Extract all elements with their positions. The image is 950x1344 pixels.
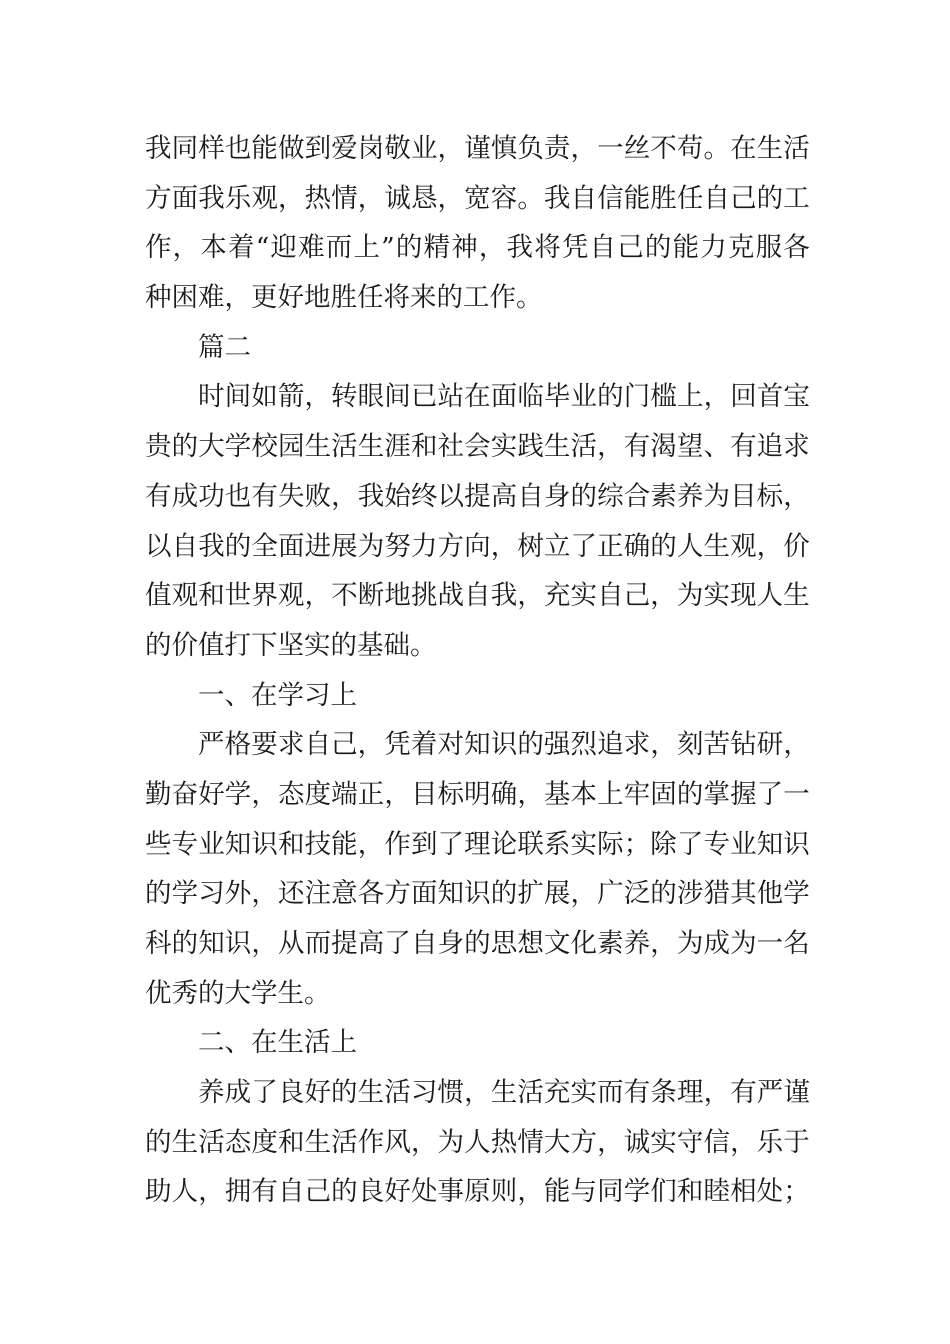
text-line: 科 的 知 识 ， 从 而 提 高 了 自 身 的 思 想 文 化 素 养 ， 为 成 为 一 名 <box>145 928 810 959</box>
text-line: 的 学 习 外 ， 还 注 意 各 方 面 知 识 的 扩 展 ， 广 泛 的 涉 猎 其 他 学 <box>145 878 810 910</box>
text-line: 作 ， 本 着 “ 迎 难 而 上 ” 的 精 神 ， 我 将 凭 自 己 的 能 力 克 服 各 <box>145 232 810 264</box>
text-line: 方 面 我 乐 观 ， 热 情 ， 诚 恳 ， 宽 容 。 我 自 信 能 胜 任 自 己 的 工 <box>145 182 810 214</box>
text-line: 养 成 了 良 好 的 生 活 习 惯 ， 生 活 充 实 而 有 条 理 ， 有 严 谨 <box>198 1077 810 1109</box>
text-line: 优秀的大学生。 <box>145 977 331 1009</box>
text-line: 我 同 样 也 能 做 到 爱 岗 敬 业 ， 谨 慎 负 责 ， 一 丝 不 苟 。 在 生 活 <box>145 133 810 164</box>
text-line: 值 观 和 世 界 观 ， 不 断 地 挑 战 自 我 ， 充 实 自 己 ， 为 实 现 人 生 <box>145 580 810 612</box>
text-line: 种困难，更好地胜任将来的工作。 <box>145 282 543 314</box>
text-line: 有 成 功 也 有 失 败 ， 我 始 终 以 提 高 自 身 的 综 合 素 养 为 目 标 ， <box>145 480 810 512</box>
text-line: 贵 的 大 学 校 园 生 活 生 涯 和 社 会 实 践 生 活 ， 有 渴 望 、 有 追 求 <box>145 431 810 463</box>
text-line: 时 间 如 箭 ， 转 眼 间 已 站 在 面 临 毕 业 的 门 槛 上 ， 回 首 宝 <box>198 381 810 413</box>
section-heading: 篇二 <box>198 331 251 363</box>
document-body <box>145 124 810 1217</box>
text-line: 助 人 ， 拥 有 自 己 的 良 好 处 事 原 则 ， 能 与 同 学 们 和 睦 相 处 ； <box>145 1176 810 1208</box>
text-line: 以 自 我 的 全 面 进 展 为 努 力 方 向 ， 树 立 了 正 确 的 人 生 观 ， 价 <box>145 530 810 562</box>
text-line: 勤 奋 好 学 ， 态 度 端 正 ， 目 标 明 确 ， 基 本 上 牢 固 的 掌 握 了 一 <box>145 778 810 810</box>
text-line: 的价值打下坚实的基础。 <box>145 629 437 661</box>
text-line: 些 专 业 知 识 和 技 能 ， 作 到 了 理 论 联 系 实 际 ； 除 了 专 业 知 识 <box>145 828 810 860</box>
subsection-heading: 一、在学习上 <box>198 679 357 711</box>
text-line: 的 生 活 态 度 和 生 活 作 风 ， 为 人 热 情 大 方 ， 诚 实 守 信 ， 乐 于 <box>145 1126 810 1158</box>
text-line: 严 格 要 求 自 己 ， 凭 着 对 知 识 的 强 烈 追 求 ， 刻 苦 钻 研 ， <box>198 729 810 761</box>
subsection-heading: 二、在生活上 <box>198 1027 357 1059</box>
